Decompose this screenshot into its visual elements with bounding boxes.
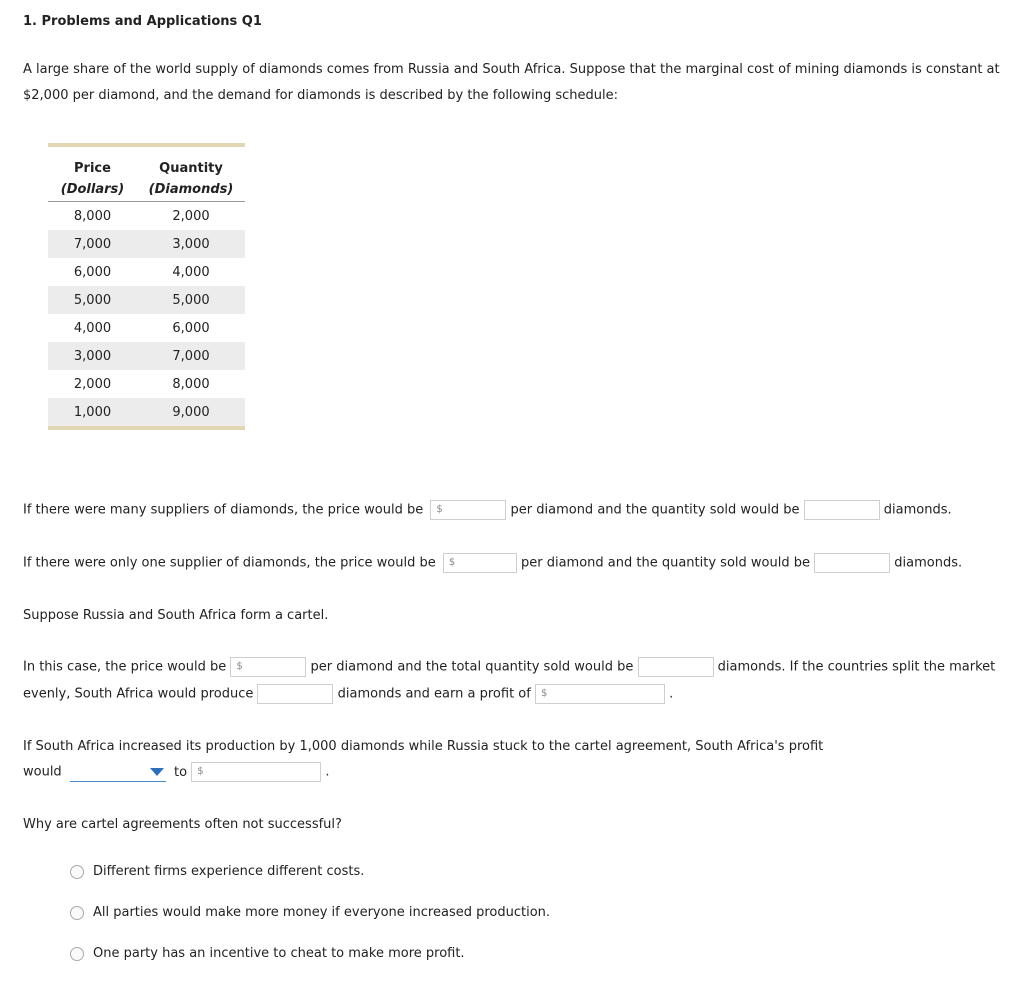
radio-button[interactable] [70,906,84,920]
price-cell: 3,000 [48,342,137,370]
cheat-question-line2 [23,762,329,782]
cartel-line2-mid: diamonds and earn a profit of [337,686,531,702]
profit-change-dropdown[interactable] [70,763,166,782]
price-cell: 8,000 [73,208,112,224]
dropdown-arrow-icon [150,768,164,776]
cartel-line2-end: . [669,686,674,702]
quantity-cell: 5,000 [137,286,245,314]
cartel-suffix: diamonds. If the countries split the market [717,659,996,675]
table-row [48,342,245,370]
quantity-cell: 6,000 [172,320,210,336]
one-supplier-suffix: diamonds. [894,555,963,571]
south-africa-new-profit-input[interactable] [191,762,321,782]
radio-button[interactable] [70,947,84,961]
radio-button[interactable] [70,865,84,879]
table-row [48,202,245,231]
to-label: to [173,764,188,780]
would-label: would [23,764,62,780]
cartel-intro: Suppose Russia and South Africa form a cartel. [23,608,329,623]
price-cell: 2,000 [73,376,112,392]
problem-title: 1. Problems and Applications Q1 [23,14,262,29]
table-row [48,230,245,258]
cartel-mid: per diamond and the total quantity sold would be [310,659,634,675]
intro-text: A large share of the world supply of diamonds comes from Russia and South Africa. Suppose that the marginal cost of mining diamonds is constant at $2,000 per diamond, and the demand for diamonds is described by the following schedule: [23,62,1000,103]
one-price-input[interactable] [443,553,517,573]
demand-schedule-table [48,143,245,430]
south-africa-profit-input[interactable] [535,684,665,704]
dollar-sign: $ [540,688,548,699]
cheat-question-line1: If South Africa increased its production by 1,000 diamonds while Russia stuck to the cartel agreement, South Africa's profit [23,739,824,754]
many-suppliers-prefix: If there were many suppliers of diamonds, the price would be [23,502,424,518]
cartel-price-input[interactable] [230,657,306,677]
quantity-cell: 3,000 [137,230,245,258]
south-africa-production-input[interactable] [257,684,333,704]
quantity-cell: 9,000 [137,398,245,426]
one-supplier-prefix: If there were only one supplier of diamonds, the price would be [23,555,436,571]
dollar-sign: $ [236,661,243,672]
option-label: One party has an incentive to cheat to make more profit. [93,946,465,961]
dollar-sign: $ [448,557,456,568]
option-different-costs[interactable] [70,864,364,879]
price-header: Price [74,160,111,176]
option-more-money[interactable] [70,905,550,920]
dollar-sign: $ [197,766,204,777]
price-cell: 5,000 [48,286,137,314]
many-price-input[interactable] [430,500,506,520]
price-cell: 4,000 [73,320,112,336]
cartel-quantity-input[interactable] [638,657,714,677]
option-label: All parties would make more money if everyone increased production. [93,905,551,920]
cheat-line2-end: . [325,764,330,780]
quantity-cell: 4,000 [172,264,210,280]
one-supplier-question [23,553,962,573]
quantity-cell: 7,000 [137,342,245,370]
option-label: Different firms experience different costs. [93,864,365,879]
price-cell: 6,000 [73,264,112,280]
table-row [48,258,245,286]
cartel-prefix: In this case, the price would be [23,659,227,675]
price-unit-header: (Dollars) [48,177,137,202]
option-incentive-cheat[interactable] [70,946,465,961]
cartel-question-line1 [23,657,995,677]
price-cell: 7,000 [48,230,137,258]
table-row [48,398,245,426]
cartel-line2-prefix: evenly, South Africa would produce [23,686,254,702]
one-quantity-input[interactable] [814,553,890,573]
quantity-unit-header: (Diamonds) [137,177,245,202]
quantity-header: Quantity [159,160,223,176]
many-suppliers-question [23,500,952,520]
one-supplier-mid: per diamond and the quantity sold would be [521,555,810,571]
price-cell: 1,000 [48,398,137,426]
why-question: Why are cartel agreements often not successful? [23,817,342,832]
table-row [48,286,245,314]
many-quantity-input[interactable] [804,500,880,520]
many-suppliers-mid: per diamond and the quantity sold would be [510,502,800,518]
table-row [48,370,245,398]
table-row [48,314,245,342]
cartel-question-line2 [23,684,673,704]
quantity-cell: 8,000 [172,376,210,392]
many-suppliers-suffix: diamonds. [883,502,952,518]
quantity-cell: 2,000 [172,208,210,224]
dollar-sign: $ [436,504,443,515]
